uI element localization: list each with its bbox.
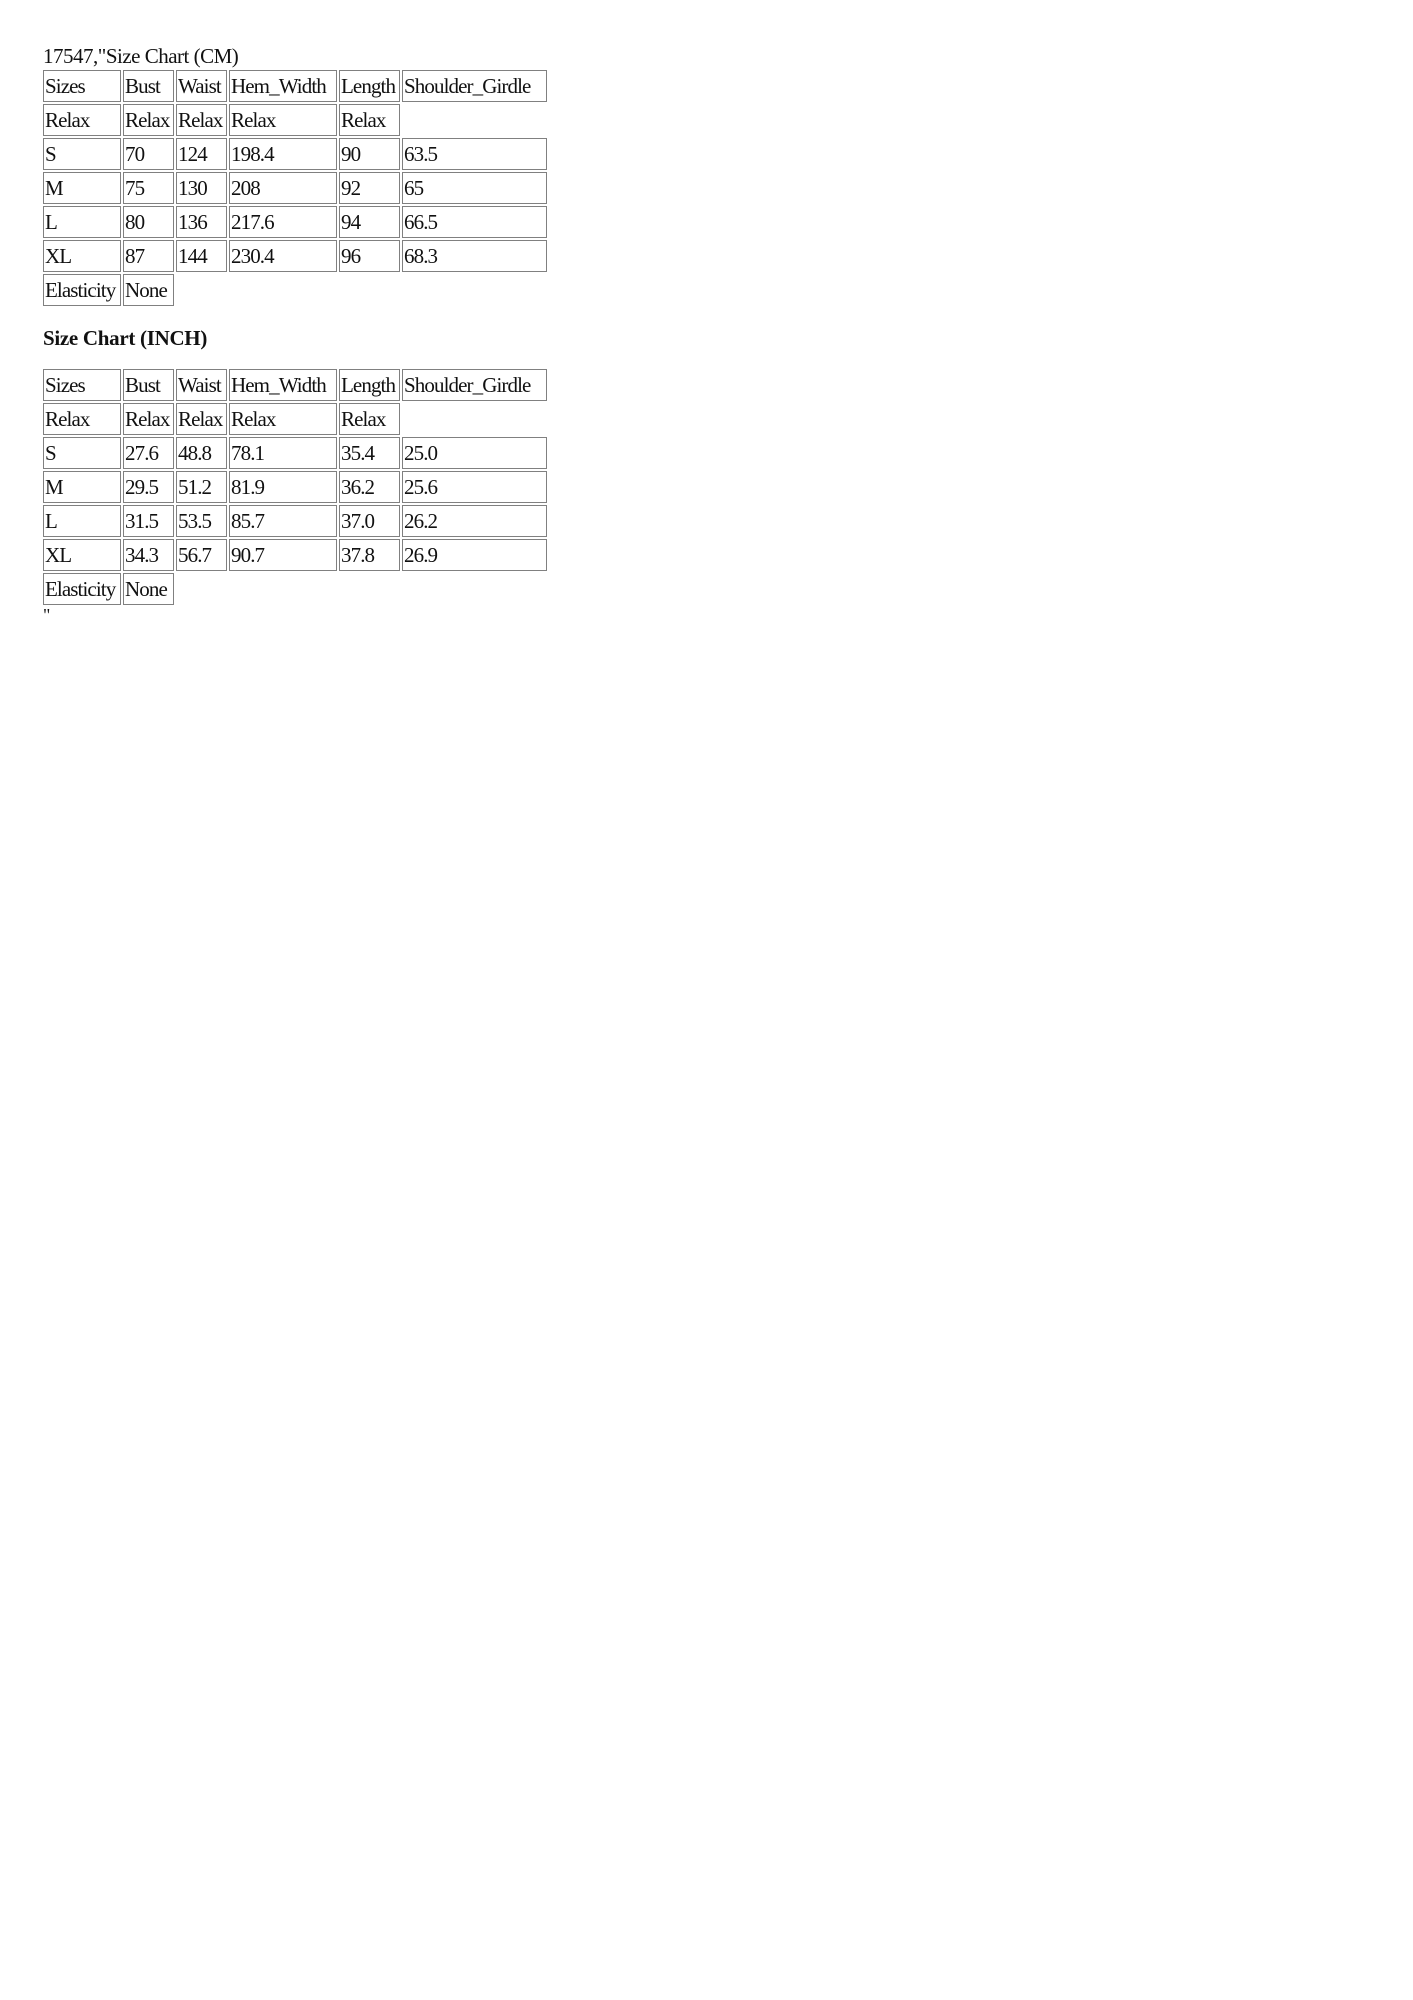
- empty-cell: [176, 573, 227, 605]
- table-cell: 29.5: [123, 471, 174, 503]
- table-cell: 66.5: [402, 206, 547, 238]
- table-cell: Relax: [123, 104, 174, 136]
- table-cell: 48.8: [176, 437, 227, 469]
- header-cell: Sizes: [43, 70, 121, 102]
- header-cell: Length: [339, 70, 400, 102]
- inch-chart-heading: Size Chart (INCH): [43, 326, 208, 350]
- table-cell: 34.3: [123, 539, 174, 571]
- table-cell: Relax: [339, 403, 400, 435]
- table-cell: 90.7: [229, 539, 337, 571]
- table-row: [43, 539, 547, 571]
- table-cell: 136: [176, 206, 227, 238]
- header-cell: Shoulder_Girdle: [402, 369, 547, 401]
- table-cell: 130: [176, 172, 227, 204]
- table-cell: 31.5: [123, 505, 174, 537]
- table-cell: 51.2: [176, 471, 227, 503]
- size-cell: M: [43, 471, 121, 503]
- size-cell: L: [43, 206, 121, 238]
- cm-size-table: [41, 68, 549, 308]
- table-cell: Relax: [339, 104, 400, 136]
- table-cell: 96: [339, 240, 400, 272]
- table-cell: Relax: [123, 403, 174, 435]
- table-cell: 36.2: [339, 471, 400, 503]
- empty-cell: [229, 573, 337, 605]
- cm-chart-heading: 17547,"Size Chart (CM): [43, 44, 239, 68]
- empty-cell: [402, 274, 547, 306]
- table-cell: 92: [339, 172, 400, 204]
- table-row: [43, 471, 547, 503]
- table-cell: 25.6: [402, 471, 547, 503]
- table-cell: 124: [176, 138, 227, 170]
- table-cell: 37.8: [339, 539, 400, 571]
- size-cell: S: [43, 437, 121, 469]
- table-header-row: [43, 70, 547, 102]
- empty-cell: [339, 573, 400, 605]
- elasticity-row: [43, 573, 547, 605]
- table-cell: 63.5: [402, 138, 547, 170]
- table-cell: 94: [339, 206, 400, 238]
- table-header-row: [43, 369, 547, 401]
- table-cell: 87: [123, 240, 174, 272]
- document-page: [43, 44, 549, 623]
- table-cell: 217.6: [229, 206, 337, 238]
- table-cell: 25.0: [402, 437, 547, 469]
- size-cell: L: [43, 505, 121, 537]
- elasticity-row: [43, 274, 547, 306]
- table-cell: Elasticity: [43, 573, 121, 605]
- table-row: [43, 172, 547, 204]
- table-row: [43, 206, 547, 238]
- empty-cell: [229, 274, 337, 306]
- table-cell: Relax: [176, 104, 227, 136]
- table-cell: 144: [176, 240, 227, 272]
- table-cell: 80: [123, 206, 174, 238]
- header-cell: Bust: [123, 70, 174, 102]
- trailing-quote: ": [43, 605, 51, 625]
- table-cell: None: [123, 573, 174, 605]
- table-cell: 90: [339, 138, 400, 170]
- table-cell: 35.4: [339, 437, 400, 469]
- empty-cell: [339, 274, 400, 306]
- table-cell: 65: [402, 172, 547, 204]
- table-cell: 85.7: [229, 505, 337, 537]
- table-row: [43, 505, 547, 537]
- header-cell: Hem_Width: [229, 369, 337, 401]
- table-cell: Relax: [229, 104, 337, 136]
- table-cell: 68.3: [402, 240, 547, 272]
- size-cell: S: [43, 138, 121, 170]
- size-cell: M: [43, 172, 121, 204]
- header-cell: Hem_Width: [229, 70, 337, 102]
- size-cell: XL: [43, 539, 121, 571]
- table-cell: 53.5: [176, 505, 227, 537]
- relax-row: [43, 403, 547, 435]
- size-cell: XL: [43, 240, 121, 272]
- table-cell: 56.7: [176, 539, 227, 571]
- empty-cell: [176, 274, 227, 306]
- header-cell: Bust: [123, 369, 174, 401]
- header-cell: Waist: [176, 369, 227, 401]
- table-cell: Elasticity: [43, 274, 121, 306]
- table-cell: None: [123, 274, 174, 306]
- table-row: [43, 240, 547, 272]
- empty-cell: [402, 403, 547, 435]
- empty-cell: [402, 573, 547, 605]
- table-cell: Relax: [176, 403, 227, 435]
- table-cell: 198.4: [229, 138, 337, 170]
- table-cell: 230.4: [229, 240, 337, 272]
- empty-cell: [402, 104, 547, 136]
- table-cell: 81.9: [229, 471, 337, 503]
- relax-row: [43, 104, 547, 136]
- table-row: [43, 437, 547, 469]
- header-cell: Length: [339, 369, 400, 401]
- table-row: [43, 138, 547, 170]
- table-cell: Relax: [229, 403, 337, 435]
- table-cell: 26.9: [402, 539, 547, 571]
- table-cell: 208: [229, 172, 337, 204]
- table-cell: Relax: [43, 403, 121, 435]
- table-cell: 27.6: [123, 437, 174, 469]
- table-cell: 26.2: [402, 505, 547, 537]
- table-cell: 70: [123, 138, 174, 170]
- table-cell: Relax: [43, 104, 121, 136]
- header-cell: Sizes: [43, 369, 121, 401]
- table-cell: 78.1: [229, 437, 337, 469]
- inch-size-table: [41, 367, 549, 607]
- header-cell: Waist: [176, 70, 227, 102]
- table-cell: 75: [123, 172, 174, 204]
- table-cell: 37.0: [339, 505, 400, 537]
- header-cell: Shoulder_Girdle: [402, 70, 547, 102]
